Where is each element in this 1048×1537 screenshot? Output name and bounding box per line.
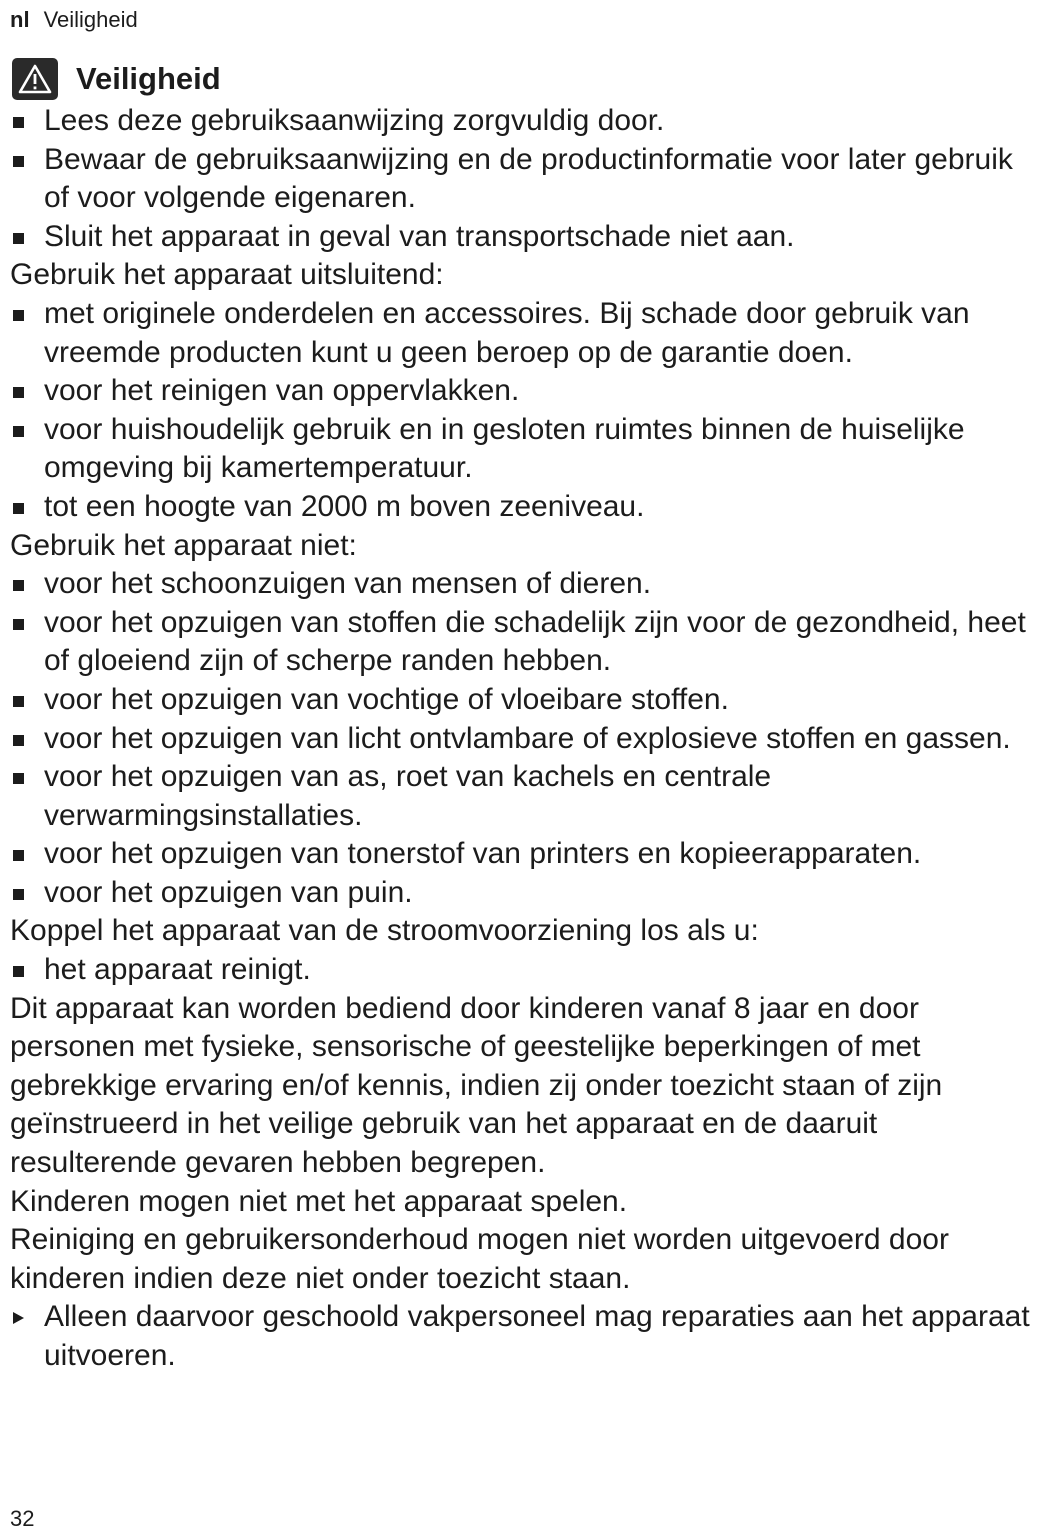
list-item: met originele onderdelen en accessoires. Bij schade door gebruik van vreemde producten kunt u geen beroep op de garantie doen.: [10, 295, 1040, 372]
list-item: Sluit het apparaat in geval van transportschade niet aan.: [10, 218, 1040, 257]
bullet-square-icon: [13, 156, 24, 167]
disconnect-list: [10, 951, 1040, 990]
arrow-right-icon: [13, 1312, 24, 1324]
list-item: voor het opzuigen van stoffen die schadelijk zijn voor de gezondheid, heet of gloeiend zijn of scherpe randen hebben.: [10, 604, 1040, 681]
children-play-paragraph: Kinderen mogen niet met het apparaat spelen.: [10, 1184, 628, 1218]
list-item: voor het opzuigen van tonerstof van printers en kopieerapparaten.: [10, 835, 1040, 874]
bullet-square-icon: [13, 233, 24, 244]
bullet-square-icon: [13, 387, 24, 398]
list-item: voor het reinigen van oppervlakken.: [10, 372, 1040, 411]
list-item: voor huishoudelijk gebruik en in gesloten ruimtes binnen de huiselijke omgeving bij kamertemperatuur.: [10, 411, 1040, 488]
bullet-square-icon: [13, 580, 24, 591]
list-item: voor het schoonzuigen van mensen of dieren.: [10, 565, 1040, 604]
bullet-square-icon: [13, 117, 24, 128]
cleaning-paragraph: Reiniging en gebruikersonderhoud mogen niet worden uitgevoerd door kinderen indien deze niet onder toezicht staan.: [10, 1223, 949, 1295]
language-code: nl: [10, 7, 30, 32]
bullet-square-icon: [13, 696, 24, 707]
section-heading: [10, 56, 1040, 102]
children-use-paragraph: Dit apparaat kan worden bediend door kinderen vanaf 8 jaar en door personen met fysieke, sensorische of geestelijke beperkingen of met gebrekkige ervaring en/of kennis, indien zij onder toezicht staan of zijn geïnstrueerd in het veilige gebruik van het apparaat en de daaruit resulterende gevaren hebben begrepen.: [10, 991, 943, 1180]
bullet-square-icon: [13, 310, 24, 321]
use-only-list: [10, 295, 1040, 527]
bullet-square-icon: [13, 889, 24, 900]
section-title: Veiligheid: [76, 61, 221, 96]
general-safety-list: [10, 102, 1040, 256]
use-only-intro: Gebruik het apparaat uitsluitend:: [10, 258, 444, 292]
disconnect-intro: Koppel het apparaat van de stroomvoorziening los als u:: [10, 914, 759, 948]
bullet-square-icon: [13, 773, 24, 784]
list-item: het apparaat reinigt.: [10, 951, 1040, 990]
bullet-square-icon: [13, 503, 24, 514]
list-item: voor het opzuigen van as, roet van kachels en centrale verwarmingsinstallaties.: [10, 758, 1040, 835]
list-item: Lees deze gebruiksaanwijzing zorgvuldig door.: [10, 102, 1040, 141]
do-not-use-list: [10, 565, 1040, 912]
running-header: [10, 6, 138, 34]
instruction-step: Alleen daarvoor geschoold vakpersoneel mag reparaties aan het apparaat uitvoeren.: [10, 1298, 1040, 1375]
page-number: 32: [10, 1506, 35, 1531]
list-item: Bewaar de gebruiksaanwijzing en de productinformatie voor later gebruik of voor volgende eigenaren.: [10, 141, 1040, 218]
list-item: voor het opzuigen van vochtige of vloeibare stoffen.: [10, 681, 1040, 720]
warning-triangle-icon: [12, 58, 58, 100]
list-item: voor het opzuigen van licht ontvlambare of explosieve stoffen en gassen.: [10, 720, 1040, 759]
list-item: tot een hoogte van 2000 m boven zeeniveau.: [10, 488, 1040, 527]
bullet-square-icon: [13, 426, 24, 437]
bullet-square-icon: [13, 735, 24, 746]
bullet-square-icon: [13, 850, 24, 861]
do-not-use-intro: Gebruik het apparaat niet:: [10, 528, 357, 562]
bullet-square-icon: [13, 966, 24, 977]
bullet-square-icon: [13, 619, 24, 630]
page-content: [10, 56, 1040, 1376]
list-item: voor het opzuigen van puin.: [10, 874, 1040, 913]
section-name: Veiligheid: [43, 7, 138, 32]
